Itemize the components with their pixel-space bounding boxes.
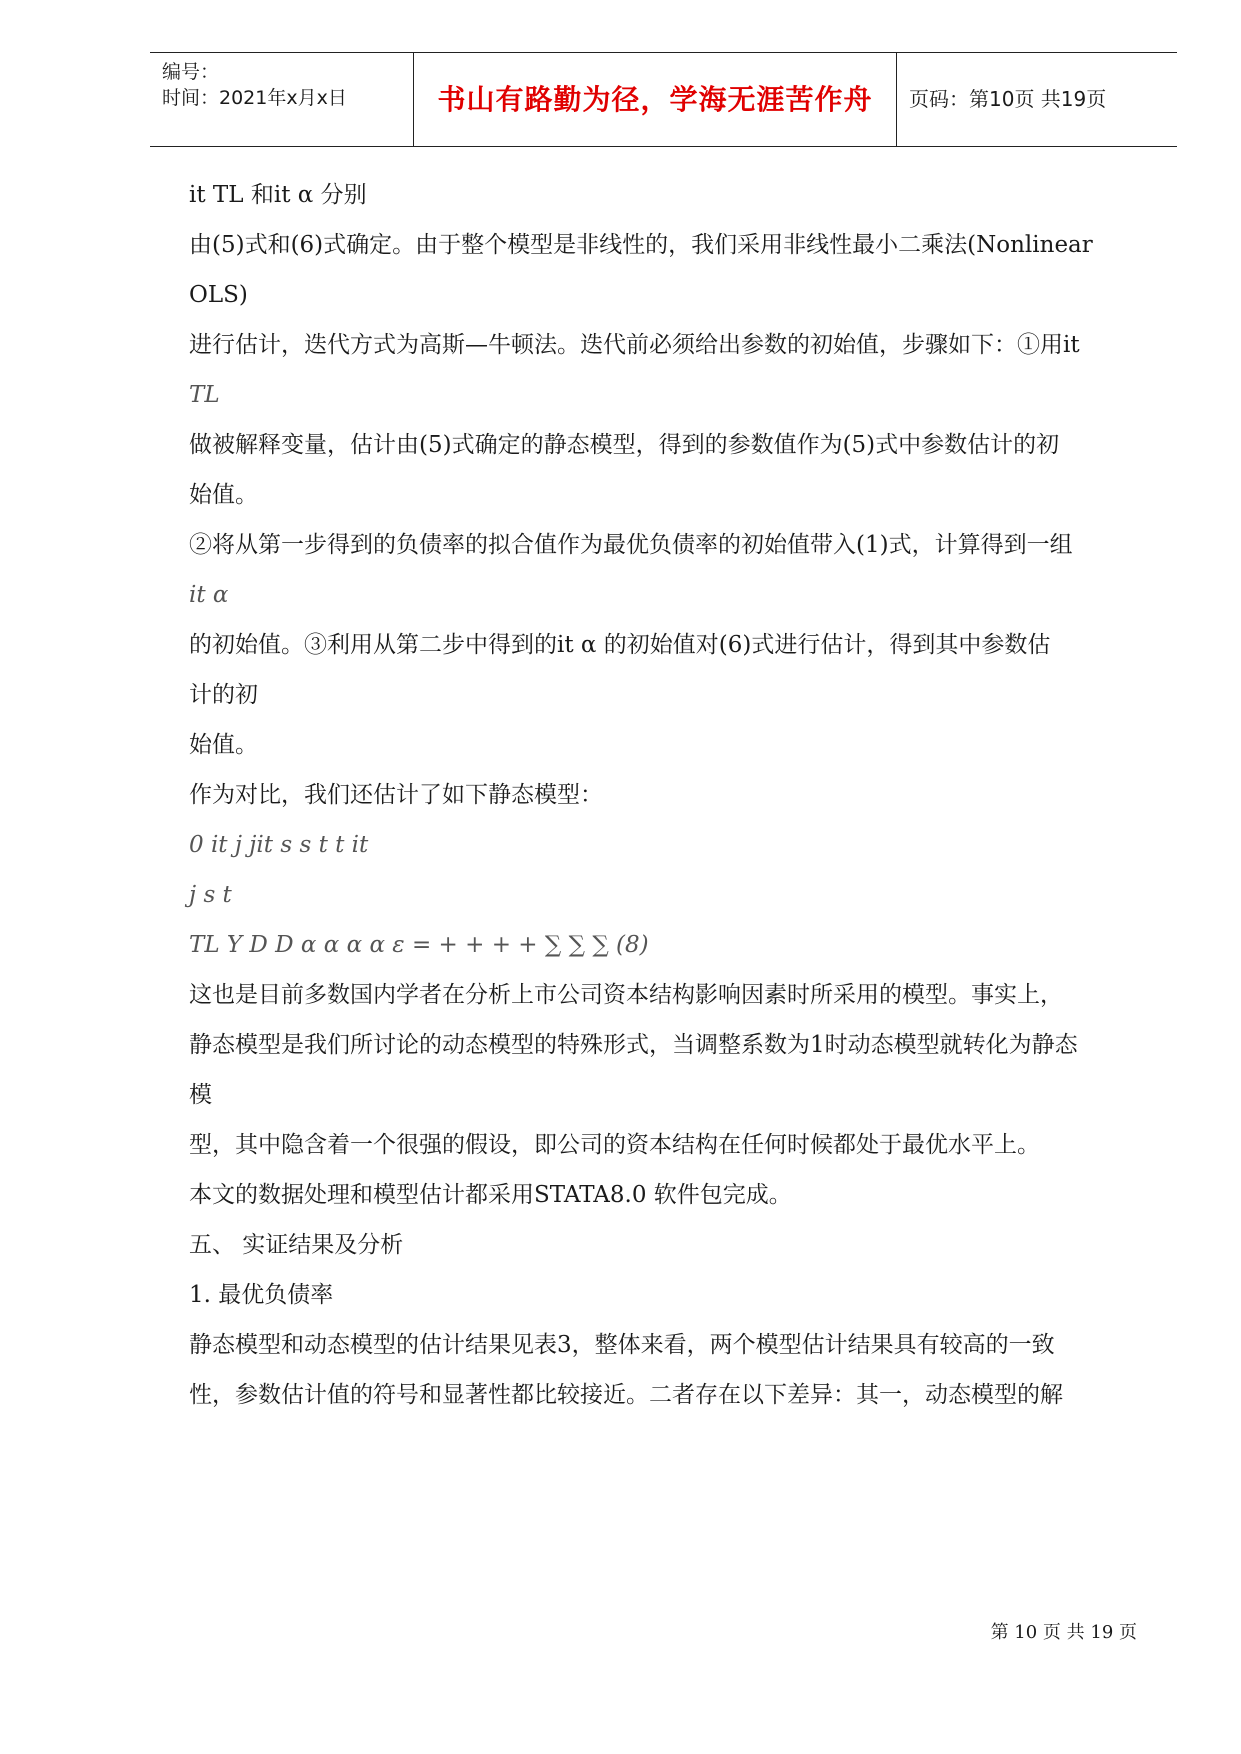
text-line: 的初始值。③利用从第二步中得到的it α 的初始值对(6)式进行估计，得到其中参数估 [189,632,1051,658]
subsection-heading: 1. 最优负债率 [189,1282,334,1308]
equation-line: TL Y D D α α α α ε = + + + + ∑ ∑ ∑ (8) [189,932,649,958]
text-line: TL [189,382,220,408]
text-line: OLS) [189,282,248,308]
text-line: 始值。 [189,732,258,758]
text-line: 本文的数据处理和模型估计都采用STATA8.0 软件包完成。 [189,1182,792,1208]
text-line: 静态模型和动态模型的估计结果见表3，整体来看，两个模型估计结果具有较高的一致 [189,1332,1055,1358]
text-line: 计的初 [189,682,258,708]
header-page-info: 页码：第10页 共19页 [909,87,1107,111]
text-line: 始值。 [189,482,258,508]
text-line: it TL 和it α 分别 [189,182,367,208]
page-footer: 第 10 页 共 19 页 [990,1622,1137,1643]
text-line: 进行估计，迭代方式为高斯—牛顿法。迭代前必须给出参数的初始值，步骤如下：①用it [189,332,1080,358]
equation-line: j s t [189,882,232,908]
section-heading: 五、 实证结果及分析 [189,1232,404,1258]
text-line: 由(5)式和(6)式确定。由于整个模型是非线性的，我们采用非线性最小二乘法(Nonlinear [189,232,1093,258]
equation-line: 0 it j jit s s t t it [189,832,369,858]
text-line: 性，参数估计值的符号和显著性都比较接近。二者存在以下差异：其一，动态模型的解 [189,1382,1063,1408]
time-label: 时间：2021年x月x日 [162,87,347,109]
text-line: 这也是目前多数国内学者在分析上市公司资本结构影响因素时所采用的模型。事实上， [189,982,1063,1008]
header-motto: 书山有路勤为径，学海无涯苦作舟 [413,53,897,146]
text-line: 作为对比，我们还估计了如下静态模型： [189,782,603,808]
text-line: ②将从第一步得到的负债率的拟合值作为最优负债率的初始值带入(1)式，计算得到一组 [189,532,1073,558]
text-line: 做被解释变量，估计由(5)式确定的静态模型，得到的参数值作为(5)式中参数估计的初 [189,432,1060,458]
header-meta [150,53,413,146]
text-line: 模 [189,1082,212,1108]
text-line: it α [189,582,229,608]
page-header [150,52,1177,147]
number-label: 编号： [162,61,220,83]
text-line: 静态模型是我们所讨论的动态模型的特殊形式，当调整系数为1时动态模型就转化为静态 [189,1032,1078,1058]
text-line: 型，其中隐含着一个很强的假设，即公司的资本结构在任何时候都处于最优水平上。 [189,1132,1040,1158]
